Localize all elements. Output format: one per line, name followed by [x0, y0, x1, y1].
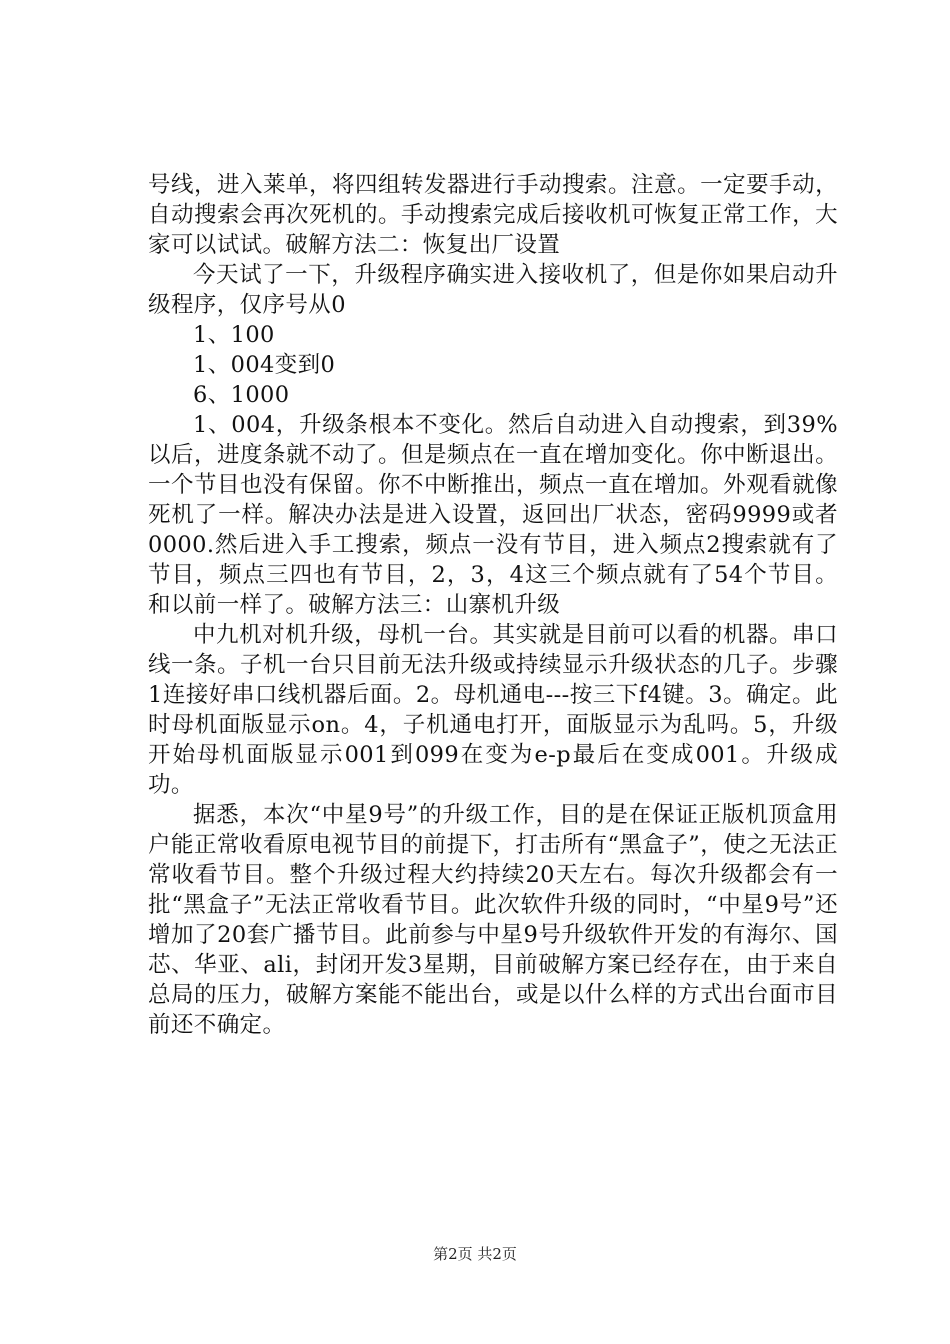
paragraph-upgrade-test: 今天试了一下，升级程序确实进入接收机了，但是你如果启动升级程序，仅序号从0: [148, 262, 838, 318]
paragraph-sequence-1: 1、100: [193, 322, 275, 348]
paragraph-continuation: 号线，进入莱单，将四组转发器进行手动搜索。注意。一定要手动，自动搜索会再次死机的。手动搜索完成后接收机可恢复正常工作，大家可以试试。破解方法二：恢复出厂设置: [148, 172, 838, 258]
paragraph-machine-upgrade: 中九机对机升级，母机一台。其实就是目前可以看的机器。串口线一条。子机一台只目前无法升级或持续显示升级状态的几子。步骤1连接好串口线机器后面。2。母机通电---按三下f4键。3。确定。此时母机面版显示on。4，子机通电打开，面版显示为乱吗。5，升级开始母机面版显示001到099在变为e-p最后在变成001。升级成功。: [148, 622, 838, 798]
paragraph-progress-issue: 1、004，升级条根本不变化。然后自动进入自动搜索，到39%以后，进度条就不动了。但是频点在一直在增加变化。你中断退出。一个节目也没有保留。你不中断推出，频点一直在增加。外观看就像死机了一样。解决办法是进入设置，返回出厂状态，密码9999或者0000.然后进入手工搜索，频点一没有节目，进入频点2搜索就有了节目，频点三四也有节目，2，3，4这三个频点就有了54个节目。和以前一样了。破解方法三：山寨机升级: [148, 412, 838, 618]
paragraph-sequence-2: 1、004变到0: [193, 352, 336, 378]
paragraph-background-news: 据悉，本次“中星9号”的升级工作，目的是在保证正版机顶盒用户能正常收看原电视节目的前提下，打击所有“黑盒子”，使之无法正常收看节目。整个升级过程大约持续20天左右。每次升级都会有一批“黑盒子”无法正常收看节目。此次软件升级的同时，“中星9号”还增加了20套广播节目。此前参与中星9号升级软件开发的有海尔、国芯、华亚、ali，封闭开发3星期，目前破解方案已经存在，由于来自总局的压力，破解方案能不能出台，或是以什么样的方式出台面市目前还不确定。: [148, 802, 838, 1038]
document-body: [148, 170, 838, 1040]
paragraph-sequence-3: 6、1000: [193, 382, 290, 408]
page-footer: 第2页 共2页: [433, 1245, 517, 1263]
